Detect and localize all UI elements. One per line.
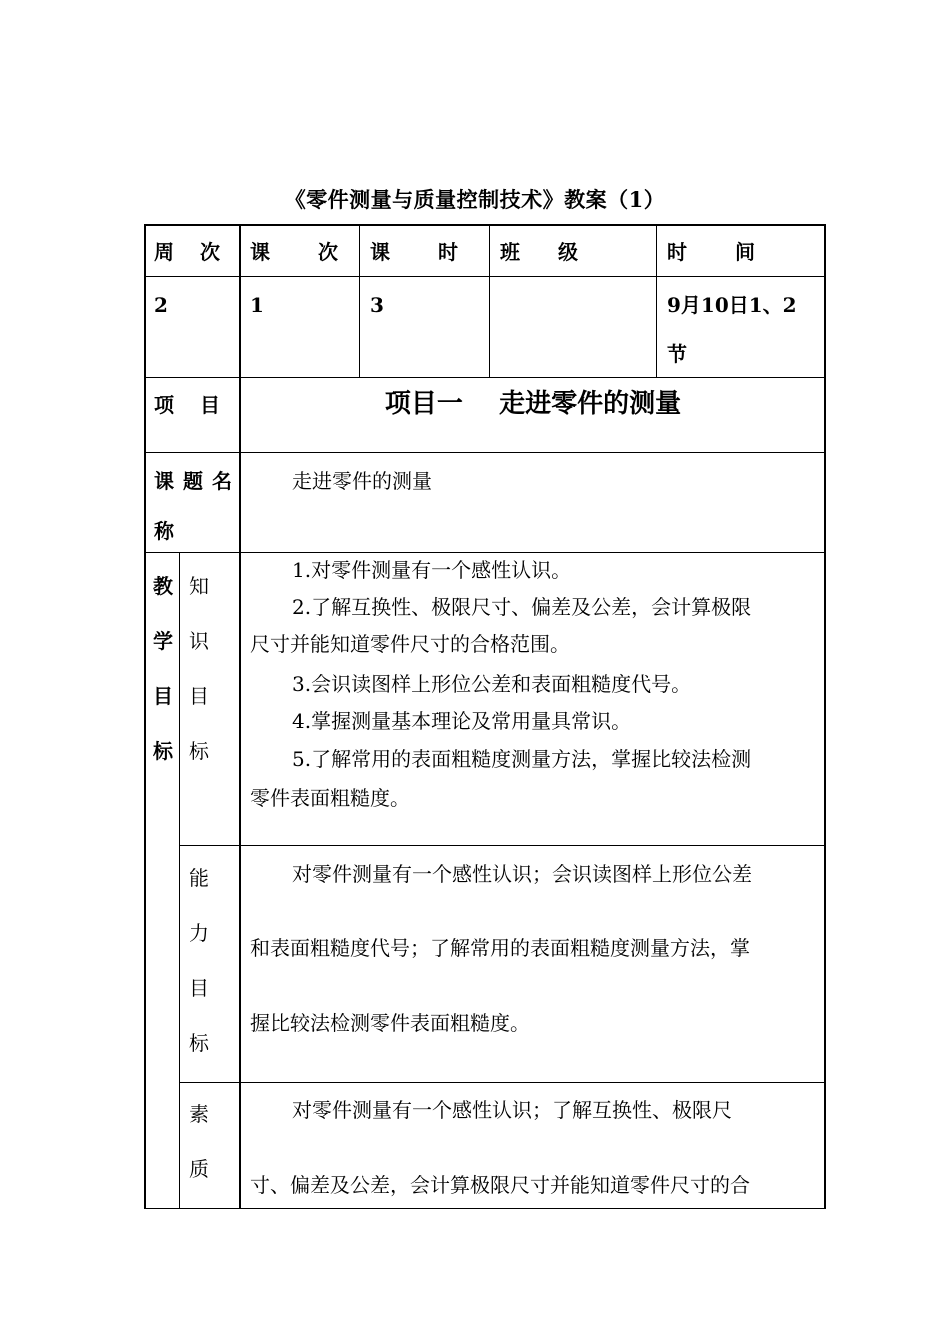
table-rule bbox=[179, 1082, 826, 1083]
knowledge-line: 2.了解互换性、极限尺寸、偏差及公差，会计算极限 bbox=[292, 595, 752, 619]
hours-value: 3 bbox=[370, 293, 384, 317]
table-rule bbox=[144, 552, 826, 553]
topic-value: 走进零件的测量 bbox=[292, 469, 432, 493]
week-value: 2 bbox=[154, 293, 168, 317]
header-week-char: 次 bbox=[200, 240, 220, 264]
header-class bbox=[500, 240, 578, 264]
ability-line: 对零件测量有一个感性认识；会识读图样上形位公差 bbox=[292, 862, 752, 886]
table-rule bbox=[144, 276, 826, 277]
header-class-char: 班 bbox=[500, 240, 520, 264]
header-hours-char: 课 bbox=[370, 240, 390, 264]
table-rule bbox=[656, 224, 657, 378]
header-hours-char: 时 bbox=[438, 240, 458, 264]
project-label bbox=[154, 393, 220, 417]
table-rule bbox=[489, 224, 490, 378]
table-rule bbox=[144, 1208, 826, 1209]
quality-label-char: 素 bbox=[189, 1102, 209, 1126]
table-rule bbox=[144, 224, 146, 1209]
quality-label bbox=[189, 1098, 209, 1182]
ability-label bbox=[189, 862, 209, 1056]
quality-label-char: 质 bbox=[189, 1157, 209, 1181]
knowledge-label-char: 目 bbox=[189, 684, 209, 708]
ability-line: 和表面粗糙度代号；了解常用的表面粗糙度测量方法，掌 bbox=[250, 936, 750, 960]
header-week bbox=[154, 240, 220, 264]
goals-label-char: 标 bbox=[153, 739, 173, 763]
header-lesson-char: 课 bbox=[250, 240, 270, 264]
ability-label-char: 目 bbox=[189, 976, 209, 1000]
knowledge-label-char: 识 bbox=[189, 629, 209, 653]
header-time-char: 时 bbox=[667, 240, 687, 264]
goals-label-char: 目 bbox=[153, 684, 173, 708]
table-rule bbox=[144, 224, 826, 226]
header-lesson bbox=[250, 240, 338, 264]
table-rule bbox=[144, 377, 826, 378]
goals-label bbox=[153, 570, 173, 764]
header-time bbox=[667, 240, 755, 264]
lesson-value: 1 bbox=[250, 293, 264, 317]
ability-label-char: 能 bbox=[189, 866, 209, 890]
knowledge-label-char: 知 bbox=[189, 574, 209, 598]
table-rule bbox=[144, 452, 826, 453]
topic-label-line2: 称 bbox=[154, 519, 174, 543]
knowledge-line: 5.了解常用的表面粗糙度测量方法，掌握比较法检测 bbox=[292, 747, 752, 771]
table-rule bbox=[359, 224, 360, 378]
knowledge-line: 1.对零件测量有一个感性认识。 bbox=[292, 558, 572, 582]
page-title: 《零件测量与质量控制技术》教案（1） bbox=[284, 187, 666, 212]
topic-label-char: 题 bbox=[183, 469, 203, 493]
time-value-line2: 节 bbox=[667, 342, 687, 366]
header-class-char: 级 bbox=[558, 240, 578, 264]
table-rule bbox=[179, 845, 826, 846]
project-label-char: 目 bbox=[200, 393, 220, 417]
quality-line: 对零件测量有一个感性认识；了解互换性、极限尺 bbox=[292, 1098, 732, 1122]
table-rule bbox=[824, 224, 826, 1209]
topic-label-char: 课 bbox=[154, 469, 174, 493]
knowledge-line: 3.会识读图样上形位公差和表面粗糙度代号。 bbox=[292, 672, 692, 696]
time-value-line1: 9月10日1、2 bbox=[667, 293, 797, 317]
header-week-char: 周 bbox=[154, 240, 174, 264]
goals-label-char: 学 bbox=[153, 629, 173, 653]
ability-label-char: 力 bbox=[189, 921, 209, 945]
knowledge-label bbox=[189, 570, 209, 764]
knowledge-line: 4.掌握测量基本理论及常用量具常识。 bbox=[292, 709, 632, 733]
quality-line: 寸、偏差及公差，会计算极限尺寸并能知道零件尺寸的合 bbox=[250, 1173, 750, 1197]
knowledge-label-char: 标 bbox=[189, 739, 209, 763]
goals-label-char: 教 bbox=[153, 574, 173, 598]
ability-line: 握比较法检测零件表面粗糙度。 bbox=[250, 1011, 530, 1035]
header-lesson-char: 次 bbox=[318, 240, 338, 264]
project-label-char: 项 bbox=[154, 393, 174, 417]
header-hours bbox=[370, 240, 458, 264]
table-rule bbox=[179, 552, 180, 1209]
topic-label-char: 名 bbox=[212, 469, 232, 493]
knowledge-line: 尺寸并能知道零件尺寸的合格范围。 bbox=[250, 632, 570, 656]
table-rule bbox=[239, 224, 241, 1209]
knowledge-line: 零件表面粗糙度。 bbox=[250, 786, 410, 810]
project-value: 项目一 走进零件的测量 bbox=[384, 389, 682, 419]
topic-label-line1 bbox=[154, 469, 232, 493]
header-time-char: 间 bbox=[735, 240, 755, 264]
ability-label-char: 标 bbox=[189, 1031, 209, 1055]
